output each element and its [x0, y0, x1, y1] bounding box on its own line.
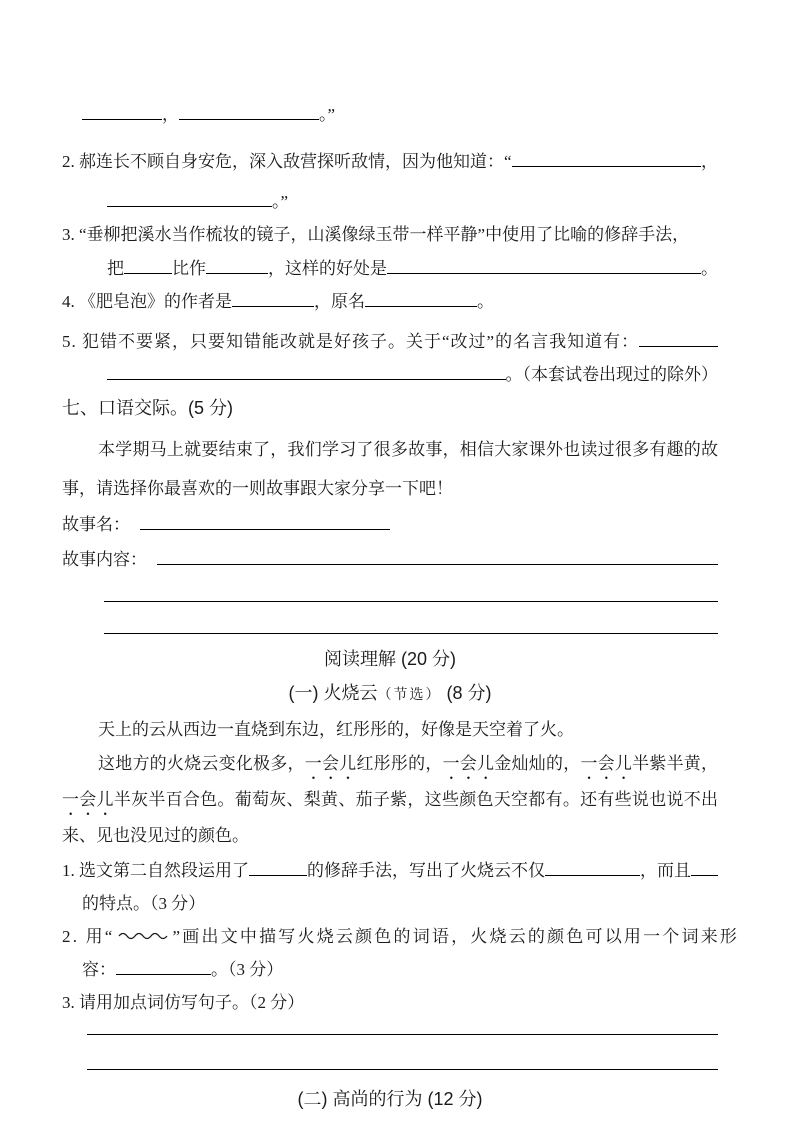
passage-1-para2 — [62, 747, 718, 852]
question-5-line1 — [62, 325, 718, 358]
reading-section-title-text: 阅读理解 (20 分) — [323, 649, 456, 669]
story-content-label: 故事内容： — [62, 550, 147, 569]
passage-text: 金灿灿的， — [494, 754, 581, 773]
emphasized-word: 一会儿 — [62, 790, 114, 809]
passage-1-title — [62, 676, 718, 713]
emphasized-word: 一会儿 — [580, 754, 633, 773]
question-3-bizuo: 比作 — [172, 259, 206, 278]
emphasized-word: 一会儿 — [442, 754, 495, 773]
blank-underline — [691, 874, 718, 876]
passage-text: 这地方的火烧云变化极多， — [98, 754, 305, 773]
blank-underline — [124, 272, 172, 274]
blank-underline — [104, 632, 718, 634]
story-content-line — [62, 543, 718, 576]
question-4 — [62, 285, 718, 318]
emphasized-word: 一会儿 — [304, 754, 357, 773]
passage-text: 半灰半百合色。葡萄灰、梨黄、茄子紫，这些颜色天空都有。还有些说也说不出来、见也没见过的颜色。 — [62, 790, 719, 845]
question-2-line1 — [62, 145, 718, 178]
punctuation: 。 — [701, 259, 718, 278]
blank-underline — [107, 378, 506, 380]
passage-2-title — [62, 1082, 718, 1116]
passage-1-para1: 天上的云从西边一直烧到东边，红彤彤的，好像是天空着了火。 — [98, 720, 574, 739]
reading-q1-text: 1. 选文第二自然段运用了 — [62, 861, 249, 880]
passage-1-score: (8 分) — [446, 683, 492, 703]
passage-text: 半紫半黄， — [632, 754, 719, 773]
blank-underline — [512, 165, 701, 167]
closing-quote: 。” — [319, 105, 336, 124]
reading-q3-text: 3. 请用加点词仿写句子。（2 分） — [62, 993, 305, 1012]
question-4-text: 4. 《肥皂泡》的作者是 — [62, 292, 232, 311]
reading-q1-line1 — [62, 854, 718, 887]
blank-underline — [249, 874, 307, 876]
question-3-text: 3. “垂柳把溪水当作梳妆的镜子，山溪像绿玉带一样平静”中使用了比喻的修辞手法， — [62, 225, 690, 244]
question-3-line1 — [62, 218, 718, 251]
wavy-line-icon — [118, 930, 170, 940]
passage-2-title-text: (二) 高尚的行为 (12 分) — [297, 1089, 483, 1109]
blank-underline — [140, 528, 390, 530]
question-3-ba: 把 — [107, 259, 124, 278]
blank-underline — [365, 305, 477, 307]
answer-line — [87, 1044, 718, 1070]
answer-line — [104, 576, 718, 602]
reading-q2-tail: 。（3 分） — [211, 960, 284, 979]
blank-underline — [87, 1033, 718, 1035]
reading-q1-text3: ，而且 — [640, 861, 691, 880]
question-5-note: 。（本套试卷出现过的除外） — [505, 365, 718, 384]
question-5-line2 — [62, 358, 718, 391]
reading-q2-lead: 容： — [82, 960, 116, 979]
question-3-line2 — [62, 252, 718, 285]
question-2-line2 — [62, 185, 718, 218]
passage-1-title-text: (一) 火烧云 — [288, 683, 378, 703]
closing-quote: 。” — [272, 192, 289, 211]
reading-section-title — [62, 642, 718, 676]
reading-q2-text2: ”画出文中描写火烧云颜色的词语，火烧云的颜色可以用一个词来形 — [172, 927, 740, 946]
passage-text: 红彤彤的， — [356, 754, 443, 773]
passage-1-note: （节选） — [377, 688, 442, 703]
punctuation: 。 — [477, 292, 494, 311]
question-2-text: 2. 郝连长不顾自身安危，深入敌营探听敌情，因为他知道：“ — [62, 152, 512, 171]
section-seven-title-text: 七、口语交际。(5 分) — [62, 398, 233, 418]
blank-underline — [107, 205, 272, 207]
reading-q1-line2 — [62, 887, 718, 920]
reading-q2-line2 — [62, 953, 718, 986]
blank-underline — [82, 118, 162, 120]
blank-underline — [639, 345, 718, 347]
blank-underline — [387, 272, 701, 274]
punctuation: ， — [162, 105, 179, 124]
blank-underline — [116, 973, 211, 975]
question-4-mid: ，原名 — [314, 292, 365, 311]
question-1-continuation — [62, 98, 718, 131]
story-name-label: 故事名： — [62, 515, 130, 534]
reading-q1-tail: 的特点。（3 分） — [82, 894, 206, 913]
blank-underline — [232, 305, 314, 307]
blank-underline — [206, 272, 268, 274]
blank-underline — [179, 118, 319, 120]
section-seven-intro: 本学期马上就要结束了，我们学习了很多故事，相信大家课外也读过很多有趣的故事，请选择你最喜欢的一则故事跟大家分享一下吧！ — [62, 440, 718, 498]
blank-underline — [545, 874, 640, 876]
blank-underline — [157, 563, 718, 565]
punctuation: ， — [701, 152, 718, 171]
reading-q2-text: 2. 用“ — [62, 927, 115, 946]
question-5-text: 5. 犯错不要紧，只要知错能改就是好孩子。关于“改过”的名言我知道有： — [62, 332, 640, 351]
blank-underline — [104, 600, 718, 602]
reading-q2-line1 — [62, 920, 740, 953]
section-seven-title — [62, 391, 718, 425]
story-name-line — [62, 508, 718, 541]
reading-q1-text2: 的修辞手法，写出了火烧云不仅 — [307, 861, 545, 880]
question-3-benefit: ，这样的好处是 — [268, 259, 387, 278]
answer-line — [104, 608, 718, 634]
blank-underline — [87, 1068, 718, 1070]
